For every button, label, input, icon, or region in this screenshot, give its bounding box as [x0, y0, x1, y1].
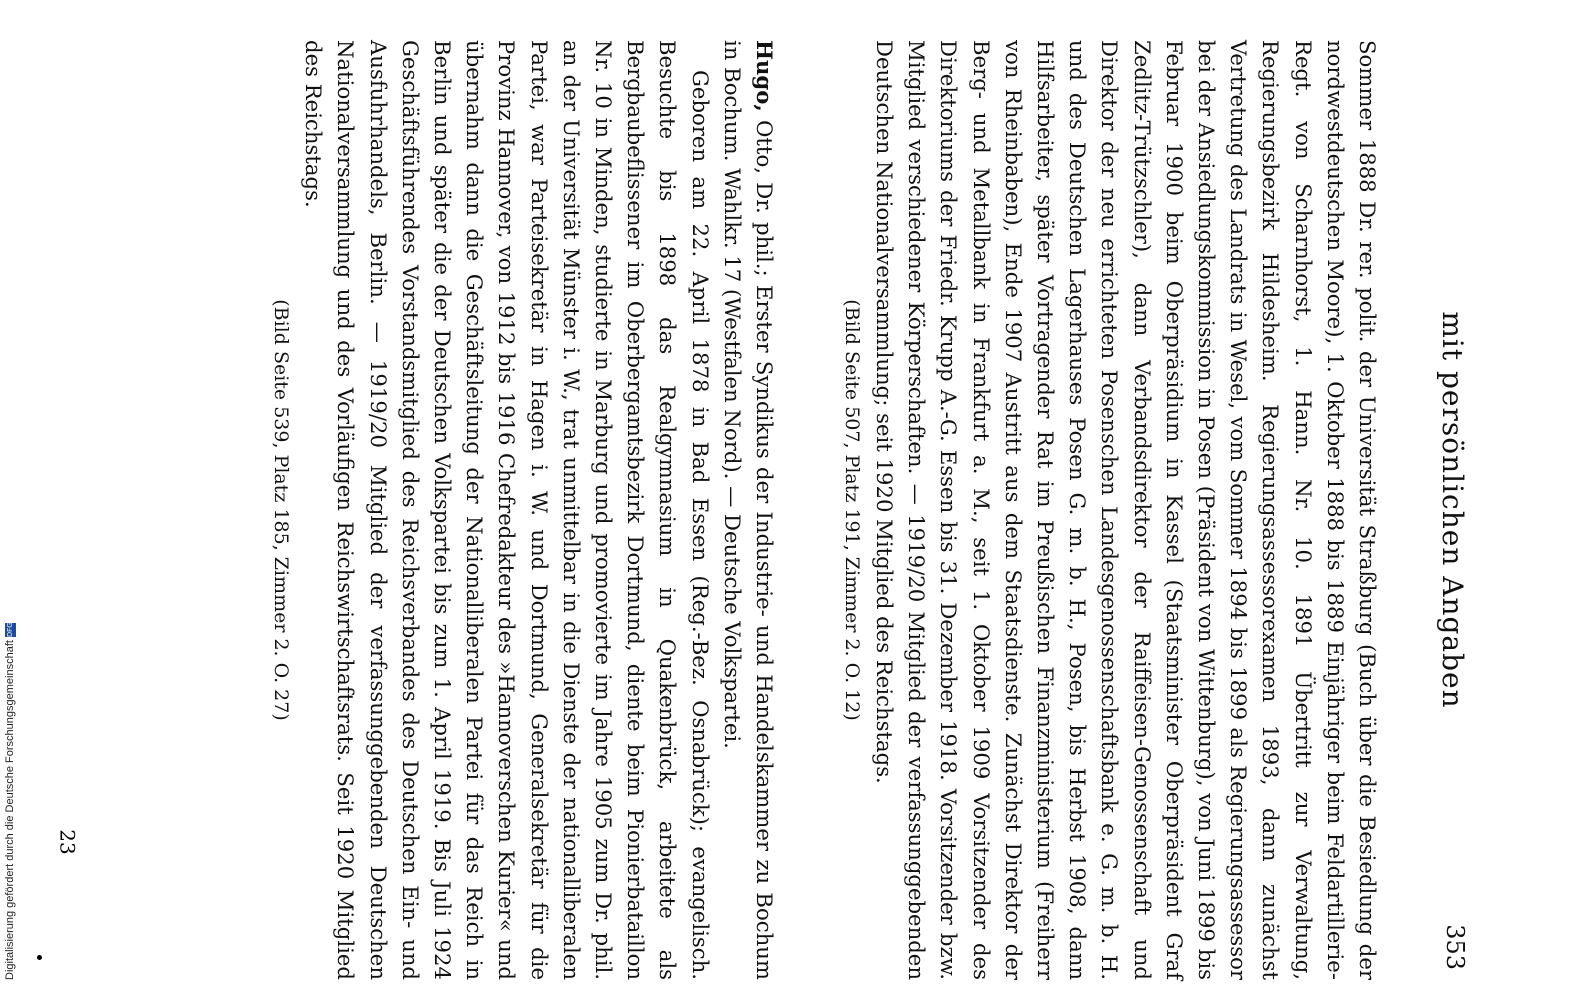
dfg-logo-icon: DFG: [6, 622, 14, 637]
rotated-text-block: [145, 40, 1475, 980]
entry-2-text: Geboren am 22. April 1878 in Bad Essen (Reg.-Bez. Osnabrück); evangelisch. Besuchte bis 1898 das Realgymnasium in Quakenbrück, arbeitete als Bergbaubeflissener im Oberbergamtsbezirk Dortmund, diente beim Pionierbataillon Nr. 10 in Minden, studierte in Marburg und promovierte im Jahre 1905 zum Dr. phil. an der Universität Münster i. W., trat unmittelbar in die Dienste der nationalliberalen Partei, war Parteisekretär in Hagen i. W. und Dortmund, Generalsekretär für die Provinz Hannover, von 1912 bis 1916 Chefredakteur des »Hannoverschen Kurier« und übernahm dann die Geschäftsleitung der Nationalliberalen Partei für das Reich in Berlin und später die der Deutschen Volkspartei bis zum 1. April 1919. Bis Juli 1924 Geschäftsführendes Vorstandsmitglied des Reichsverbandes des Deutschen Ein- und Ausfuhrhandels, Berlin. — 1919/20 Mitglied der verfassunggebenden Deutschen Nationalversammlung und des Vorläufigen Reichswirtschaftsrats. Seit 1920 Mitglied des Reichstags.: [301, 40, 713, 980]
scan-dot: [37, 955, 42, 960]
running-header: [1425, 40, 1475, 980]
entry-1-text: Sommer 1888 Dr. rer. polit. der Universität Straßburg (Buch über die Besiedlung der nordwestdeutschen Moore), 1. Oktober 1888 bis 1889 Einjähriger beim Feldartillerie-Regt. von Scharnhorst, 1. Hann. Nr. 10. 1891 Übertritt zur Verwaltung, Regierungsbezirk Hildesheim. Regierungsassessorexamen 1893, dann zunächst Vertretung des Landrats in Wesel, vom Sommer 1894 bis 1899 als Regierungsassessor bei der Ansiedlungskommission in Posen (Präsident von Wittenburg), von Juni 1899 bis Februar 1900 beim Oberpräsidium in Kassel (Staatsminister Oberpräsident Graf Zedlitz-Trützschler), dann Verbandsdirektor der Raiffeisen-Genossenschaft und Direktor der neu errichteten Posenschen Landesgenossenschaftsbank e. G. m. b. H. und des Deutschen Lagerhauses Posen G. m. b. H., Posen, bis Herbst 1908, dann Hilfsarbeiter, später Vortragender Rat im Preußischen Finanzministerium (Freiherr von Rheinbaben), Ende 1907 Austritt aus dem Staatsdienste. Zunächst Direktor der Berg- und Metallbank in Frankfurt a. M., seit 1. Oktober 1909 Vorsitzender des Direktoriums der Friedr. Krupp A.-G. Essen bis 31. Dezember 1918. Vorsitzender bzw. Mitglied verschiedener Körperschaften. — 1919/20 Mitglied der verfassunggebenden Deutschen Nationalversammlung; seit 1920 Mitglied des Reichstags.: [871, 40, 1380, 980]
entry-2-name: Hugo,: [752, 40, 777, 112]
digitization-text: Digitalisierung gefördert durch die Deutsche Forschungsgemeinschaft: [4, 640, 16, 980]
entry-1: [836, 40, 1383, 980]
entry-2-intro: Otto, Dr. phil.; Erster Syndikus der Industrie- und Handelskammer zu Bochum in Bochum. Wahlkr. 17 (Westfalen Nord). — Deutsche Volkspartei.: [719, 40, 777, 980]
entry-2-heading: [716, 40, 780, 980]
header-page-number: 353: [1441, 924, 1469, 970]
entry-2-reference: (Bild Seite 539, Platz 185, Zimmer 2. O. 27): [269, 299, 292, 721]
entry-2: [265, 40, 780, 980]
footer-page-number: 23: [55, 829, 80, 855]
digitization-note: [4, 620, 16, 980]
entry-1-reference: (Bild Seite 507, Platz 191, Zimmer 2. O. 12): [840, 299, 863, 721]
header-title: mit persönlichen Angaben: [1436, 311, 1469, 709]
